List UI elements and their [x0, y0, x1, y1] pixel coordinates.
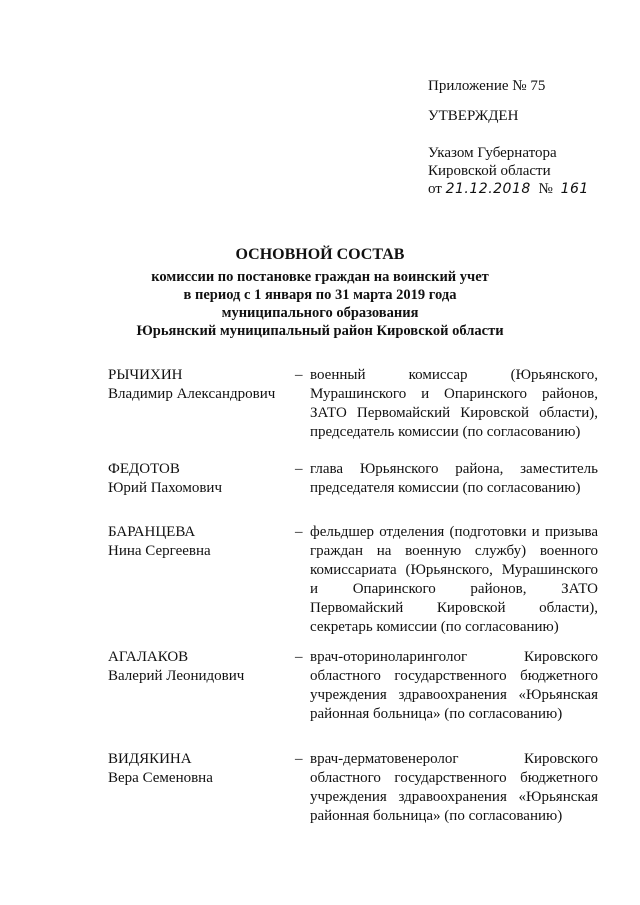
member-surname: ФЕДОТОВ [108, 461, 180, 477]
member-surname: АГАЛАКОВ [108, 649, 189, 665]
member-dash: – [295, 524, 303, 540]
member-surname: БАРАНЦЕВА [108, 524, 196, 540]
member-role: фельдшер отделения (подготовки и призыва граждан на военную службу) военного комиссариата (Юрьянского, Мурашинского и Опаринского районов, ЗАТО Первомайский Кировской области), секретарь комиссии (по согласованию) [310, 524, 598, 635]
member-given-name: Вера Семеновна [108, 770, 213, 786]
member-dash: – [295, 649, 303, 665]
decree-date-line [428, 180, 589, 198]
member-name [108, 750, 288, 788]
member-dash: – [295, 367, 303, 383]
member-name [108, 648, 288, 686]
member-name [108, 366, 288, 404]
member-role: глава Юрьянского района, заместитель председателя комиссии (по согласованию) [310, 461, 598, 496]
title-main: ОСНОВНОЙ СОСТАВ [235, 246, 405, 263]
member-given-name: Нина Сергеевна [108, 543, 211, 559]
member-role: врач-оториноларинголог Кировского областного государственного бюджетного учреждения здравоохранения «Юрьянская районная больница» (по согласованию) [310, 649, 598, 722]
appendix-label: Приложение № 75 [428, 78, 546, 94]
member-role: военный комиссар (Юрьянского, Мурашинского и Опаринского районов, ЗАТО Первомайский Кировской области), председатель комиссии (по согласованию) [310, 367, 598, 440]
document-title [0, 246, 640, 340]
member-dash: – [295, 751, 303, 767]
decree-block [428, 144, 589, 198]
member-name [108, 523, 288, 561]
title-line-1: комиссии по постановке граждан на воинский учет [151, 269, 489, 285]
number-sign: № [538, 181, 553, 197]
date-prefix: от [428, 181, 442, 197]
member-given-name: Владимир Александрович [108, 386, 276, 402]
member-name [108, 460, 288, 498]
member-surname: ВИДЯКИНА [108, 751, 192, 767]
member-given-name: Валерий Леонидович [108, 668, 245, 684]
title-line-2: в период с 1 января по 31 марта 2019 года [183, 287, 457, 303]
decree-date: 21.12.2018 [445, 181, 531, 197]
approved-label: УТВЕРЖДЕН [428, 108, 519, 124]
decree-line-2: Кировской области [428, 163, 551, 179]
title-line-3: муниципального образования [221, 305, 419, 321]
member-given-name: Юрий Пахомович [108, 480, 223, 496]
member-role: врач-дерматовенеролог Кировского областного государственного бюджетного учреждения здравоохранения «Юрьянская районная больница» (по согласованию) [310, 751, 598, 824]
decree-number: 161 [560, 181, 589, 197]
decree-line-1: Указом Губернатора [428, 145, 557, 161]
title-line-4: Юрьянский муниципальный район Кировской области [136, 323, 504, 339]
member-surname: РЫЧИХИН [108, 367, 183, 383]
member-dash: – [295, 461, 303, 477]
